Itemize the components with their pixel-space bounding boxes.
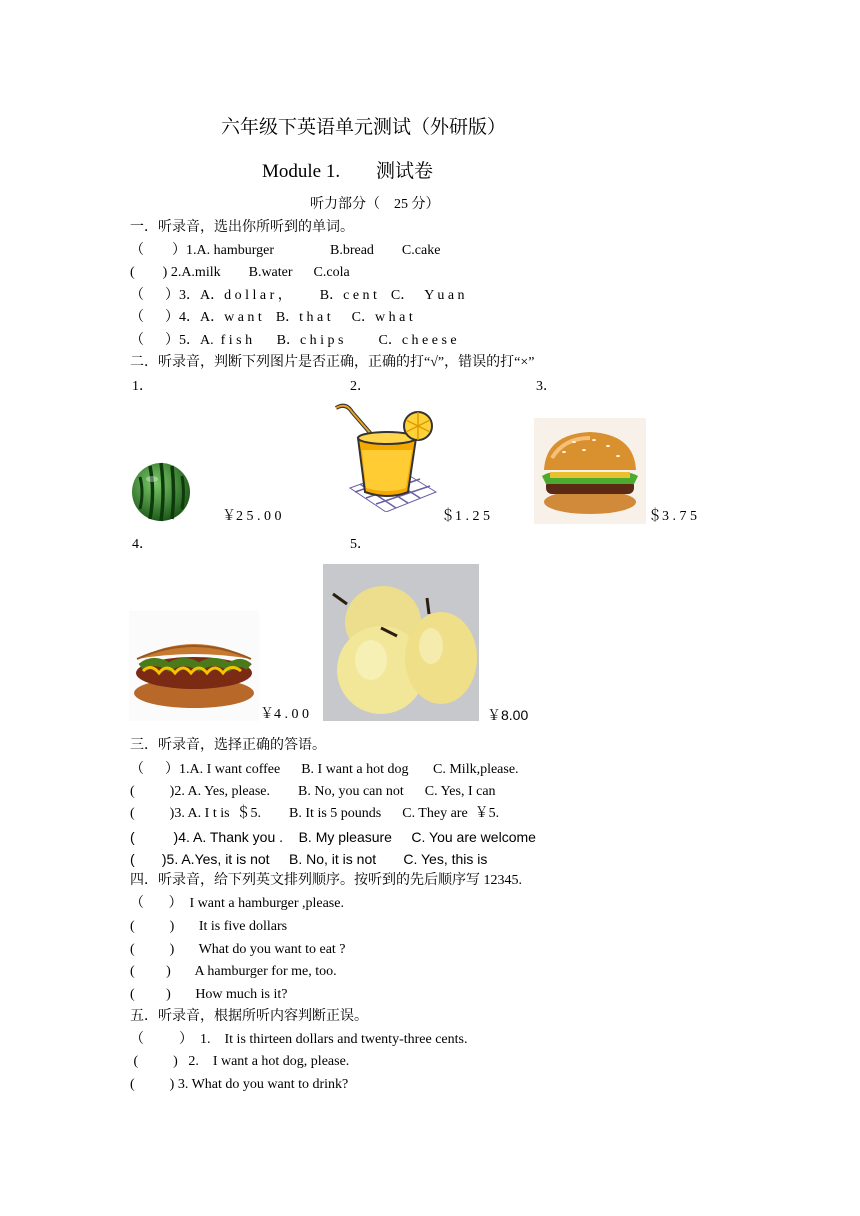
orange-juice-icon <box>330 400 440 512</box>
s5-line: ( ) 3. What do you want to drink? <box>130 1077 349 1092</box>
s4-line: ( ) What do you want to eat ? <box>130 942 346 957</box>
hot-dog-icon <box>129 611 259 721</box>
section4-heading: 四．听录音，给下列英文排列顺序。按听到的先后顺序写 12345. <box>130 873 522 888</box>
s3-line: （ ）1.A. I want coffee B. I want a hot dog C. Milk,please. <box>130 762 519 777</box>
s3-line: ( )4. A. Thank you . B. My pleasure C. You are welcome <box>130 829 536 845</box>
s5-line: ( ) 2. I want a hot dog, please. <box>130 1054 350 1069</box>
page-title: 六年级下英语单元测试（外研版） <box>221 117 507 138</box>
s3-line: ( )2. A. Yes, please. B. No, you can not C. Yes, I can <box>130 784 496 799</box>
s3-line: ( )3. A. I t is ＄5. B. It is 5 pounds C. They are ￥5. <box>130 806 500 821</box>
s1-line: （ ）3．A．d o l l a r ， B．c e n t C． Y u a n <box>130 288 465 303</box>
pears-icon <box>323 564 479 721</box>
item-number: 4． <box>132 537 153 552</box>
section1-heading: 一．听录音，选出你所听到的单词。 <box>130 220 354 235</box>
s4-line: ( ) A hamburger for me, too. <box>130 964 337 979</box>
hamburger-icon <box>534 418 646 524</box>
price-label: ￥8.00 <box>487 707 529 723</box>
s1-line: ( ) 2.A.milk B.water C.cola <box>130 265 350 280</box>
item-number: 1． <box>132 379 153 394</box>
s5-line: （ ） 1. It is thirteen dollars and twenty-three cents. <box>130 1032 468 1047</box>
s3-line: ( )5. A.Yes, it is not B. No, it is not C. Yes, this is <box>130 851 488 867</box>
module-suffix: 测试卷 <box>376 161 434 182</box>
watermelon-icon <box>130 461 192 523</box>
section3-heading: 三．听录音，选择正确的答语。 <box>130 738 326 753</box>
s1-line: （ ）1.A. hamburger B.bread C.cake <box>130 243 441 258</box>
listening-label: 听力部分（ 25 分） <box>310 197 440 212</box>
s4-line: ( ) How much is it? <box>130 987 288 1002</box>
s4-line: （ ） I want a hamburger ,please. <box>130 896 344 911</box>
price-label: ＄3 . 7 5 <box>648 509 697 524</box>
price-label: ￥2 5 . 0 0 <box>222 509 282 524</box>
price-label: ￥4 . 0 0 <box>260 707 309 722</box>
s1-line: （ ）4．A．w a n t B．t h a t C．w h a t <box>130 310 413 325</box>
module-label: Module 1. <box>262 161 341 182</box>
section2-heading: 二．听录音，判断下列图片是否正确，正确的打“√”，错误的打“×” <box>130 355 535 370</box>
item-number: 2． <box>350 379 371 394</box>
price-label: ＄1 . 2 5 <box>441 509 490 524</box>
s1-line: （ ）5．A. f i s h B．c h i p s C．c h e e s e <box>130 333 457 348</box>
section5-heading: 五．听录音，根据所听内容判断正误。 <box>130 1009 368 1024</box>
item-number: 3． <box>536 379 557 394</box>
s4-line: ( ) It is five dollars <box>130 919 288 934</box>
item-number: 5． <box>350 537 371 552</box>
